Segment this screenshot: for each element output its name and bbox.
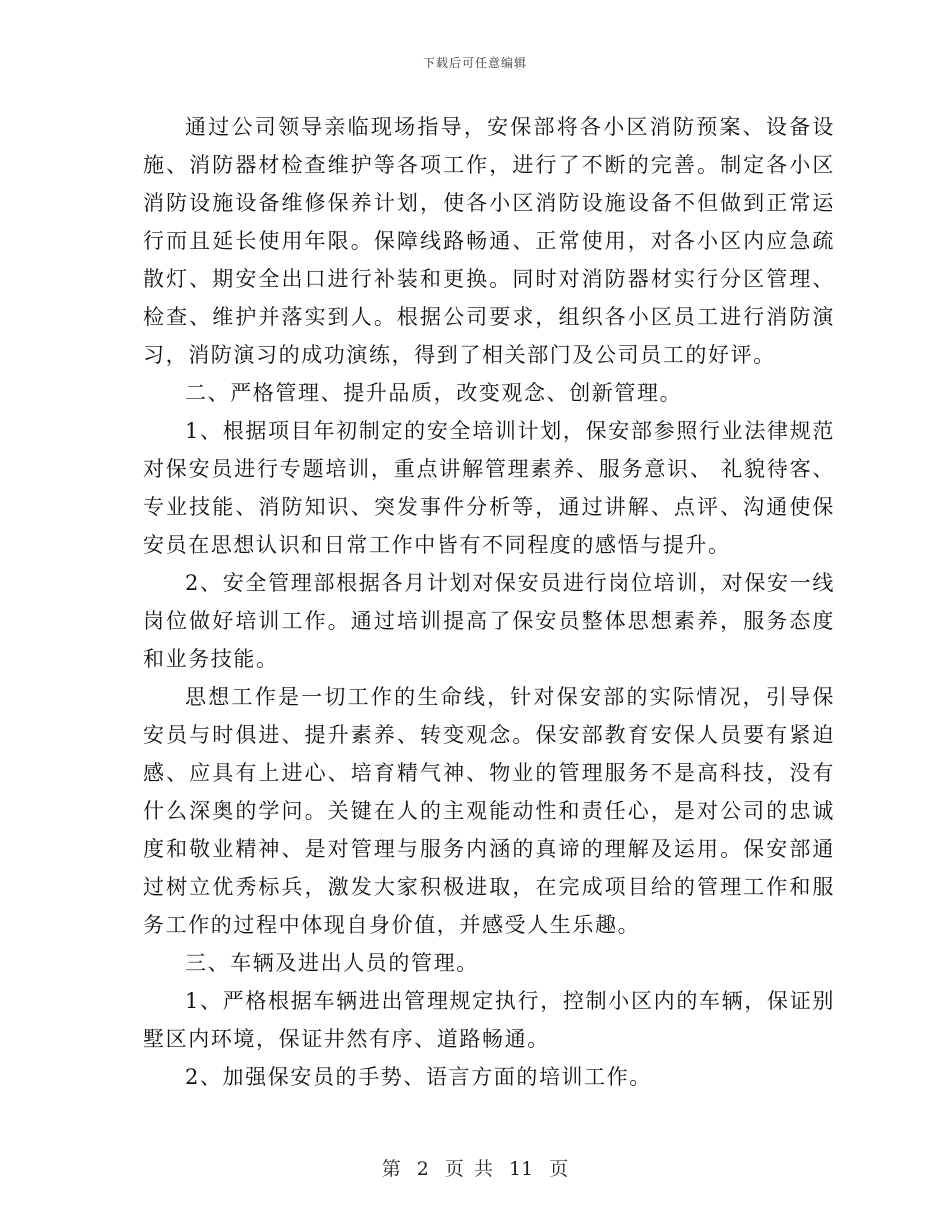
paragraph-fire-safety: 通过公司领导亲临现场指导，安保部将各小区消防预案、设备设施、消防器材检查维护等各项工作，进行了不断的完善。制定各小区消防设施设备维修保养计划，使各小区消防设施设备不但做到正常运行而且延长使用年限。保障线路畅通、正常使用，对各小区内应急疏散灯、期安全出口进行补装和更换。同时对消防器材实行分区管理、检查、维护并落实到人。根据公司要求，组织各小区员工进行消防演习，消防演习的成功演练，得到了相关部门及公司员工的好评。: [143, 115, 835, 367]
paragraph-ideology-work: 思想工作是一切工作的生命线，针对保安部的实际情况，引导保安员与时俱进、提升素养、转变观念。保安部教育安保人员要有紧迫感、应具有上进心、培育精气神、物业的管理服务不是高科技，没有什么深奥的学问。关键在人的主观能动性和责任心，是对公司的忠诚度和敬业精神、是对管理与服务内涵的真谛的理解及运用。保安部通过树立优秀标兵，激发大家积极进取，在完成项目给的管理工作和服务工作的过程中体现自身价值，并感受人生乐趣。: [143, 685, 835, 937]
footer-prefix: 第: [381, 1158, 401, 1180]
footer-suffix: 页: [549, 1158, 569, 1180]
footer-page-number: 2: [416, 1158, 429, 1180]
paragraph-post-training: 2、安全管理部根据各月计划对保安员进行岗位培训，对保安一线岗位做好培训工作。通过培训提高了保安员整体思想素养，服务态度和业务技能。: [143, 571, 835, 671]
footer-middle: 页 共: [444, 1158, 493, 1180]
section-heading-vehicles: 三、车辆及进出人员的管理。: [185, 951, 479, 975]
section-heading-management: 二、严格管理、提升品质，改变观念、创新管理。: [185, 381, 683, 405]
page-header: 下载后可任意编辑: [422, 56, 527, 70]
paragraph-vehicle-rules: 1、严格根据车辆进出管理规定执行，控制小区内的车辆，保证别墅区内环境，保证井然有序、道路畅通。: [143, 989, 835, 1051]
paragraph-training-plan: 1、根据项目年初制定的安全培训计划，保安部参照行业法律规范对保安员进行专题培训，重点讲解管理素养、服务意识、 礼貌待客、专业技能、消防知识、突发事件分析等，通过讲解、点评、沟通使保安员在思想认识和日常工作中皆有不同程度的感悟与提升。: [143, 419, 835, 557]
footer-total-pages: 11: [509, 1158, 534, 1180]
paragraph-gesture-training: 2、加强保安员的手势、语言方面的培训工作。: [185, 1065, 652, 1089]
document-body: [143, 108, 835, 1096]
page-footer: [0, 1154, 950, 1181]
